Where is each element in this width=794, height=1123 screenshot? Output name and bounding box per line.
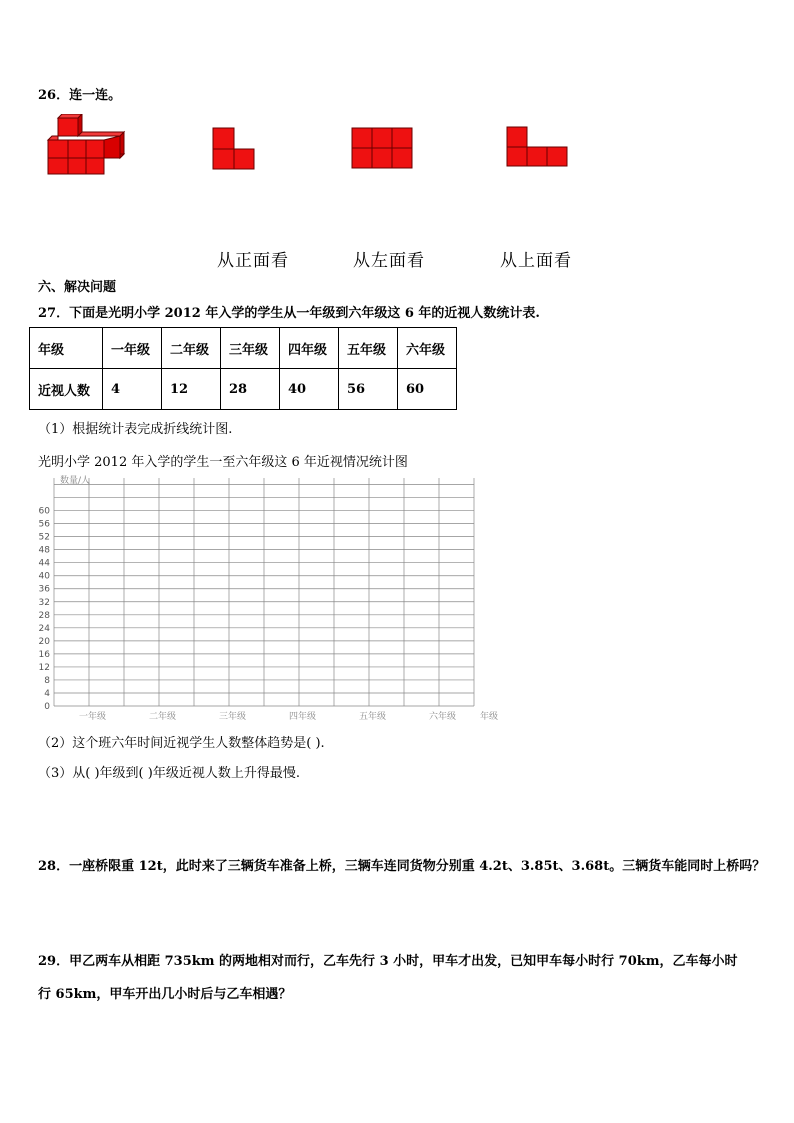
y-tick-label: 28 (38, 610, 50, 621)
view-label-left: 从左面看 (353, 251, 425, 271)
table-row-label: 年级 (30, 328, 103, 369)
table-row-counts (30, 369, 457, 410)
y-tick-label: 8 (44, 675, 50, 686)
x-axis-label: 年级 (480, 712, 499, 722)
cube-stack-figure (44, 114, 128, 178)
q27-sub1: （1）根据统计表完成折线统计图. (38, 422, 233, 437)
table-cell: 56 (339, 369, 398, 410)
x-tick-label: 六年级 (429, 712, 457, 722)
blank-line-chart-grid[interactable] (30, 470, 510, 725)
y-axis-label: 数量/人 (60, 476, 91, 486)
rectangle-view-figure (351, 127, 414, 171)
y-tick-label: 12 (38, 662, 50, 673)
view-label-top: 从上面看 (500, 251, 572, 271)
x-tick-label: 三年级 (219, 712, 247, 722)
table-cell: 二年级 (162, 328, 221, 369)
y-tick-label: 44 (38, 558, 50, 569)
view-label-front: 从正面看 (217, 251, 289, 271)
x-tick-label: 一年级 (79, 712, 107, 722)
table-cell: 28 (221, 369, 280, 410)
q27-sub3: （3）从( )年级到( )年级近视人数上升得最慢. (38, 766, 300, 781)
table-cell: 60 (398, 369, 457, 410)
x-tick-label: 四年级 (289, 712, 317, 722)
q29-line2: 行 65km，甲车开出几小时后与乙车相遇？ (38, 987, 292, 1002)
table-row-grades (30, 328, 457, 369)
y-tick-label: 36 (38, 584, 50, 595)
chart-title: 光明小学 2012 年入学的学生一至六年级这 6 年近视情况统计图 (38, 455, 408, 470)
long-l-shape-view-figure (506, 126, 568, 168)
y-tick-label: 40 (38, 571, 50, 582)
table-cell: 4 (103, 369, 162, 410)
section-heading: 六、解决问题 (38, 280, 117, 295)
table-cell: 一年级 (103, 328, 162, 369)
table-cell: 40 (280, 369, 339, 410)
q28-text: 28．一座桥限重 12t，此时来了三辆货车准备上桥，三辆车连同货物分别重 4.2t、3.85t、3.68t。三辆货车能同时上桥吗？ (38, 859, 766, 874)
table-cell: 12 (162, 369, 221, 410)
table-row-label: 近视人数 (30, 369, 103, 410)
x-tick-label: 五年级 (359, 712, 387, 722)
x-tick-label: 二年级 (149, 712, 177, 722)
y-tick-label: 32 (38, 597, 50, 608)
myopia-stat-table (29, 327, 457, 410)
y-tick-label: 0 (44, 702, 50, 712)
l-shape-view-figure (212, 127, 256, 171)
q27-sub2: （2）这个班六年时间近视学生人数整体趋势是( ). (38, 736, 325, 751)
y-tick-label: 60 (38, 506, 50, 517)
y-tick-label: 48 (38, 545, 50, 556)
y-tick-label: 56 (38, 519, 50, 530)
q26-title: 26．连一连。 (38, 88, 122, 103)
q29-line1: 29．甲乙两车从相距 735km 的两地相对而行，乙车先行 3 小时，甲车才出发，已知甲车每小时行 70km，乙车每小时 (38, 954, 738, 969)
y-tick-label: 16 (38, 649, 50, 660)
q27-title: 27．下面是光明小学 2012 年入学的学生从一年级到六年级这 6 年的近视人数统计表. (38, 306, 540, 321)
y-tick-label: 4 (44, 688, 50, 699)
table-cell: 四年级 (280, 328, 339, 369)
table-cell: 六年级 (398, 328, 457, 369)
y-tick-label: 52 (38, 532, 50, 543)
table-cell: 五年级 (339, 328, 398, 369)
y-tick-label: 20 (38, 636, 50, 647)
y-tick-label: 24 (38, 623, 50, 634)
table-cell: 三年级 (221, 328, 280, 369)
